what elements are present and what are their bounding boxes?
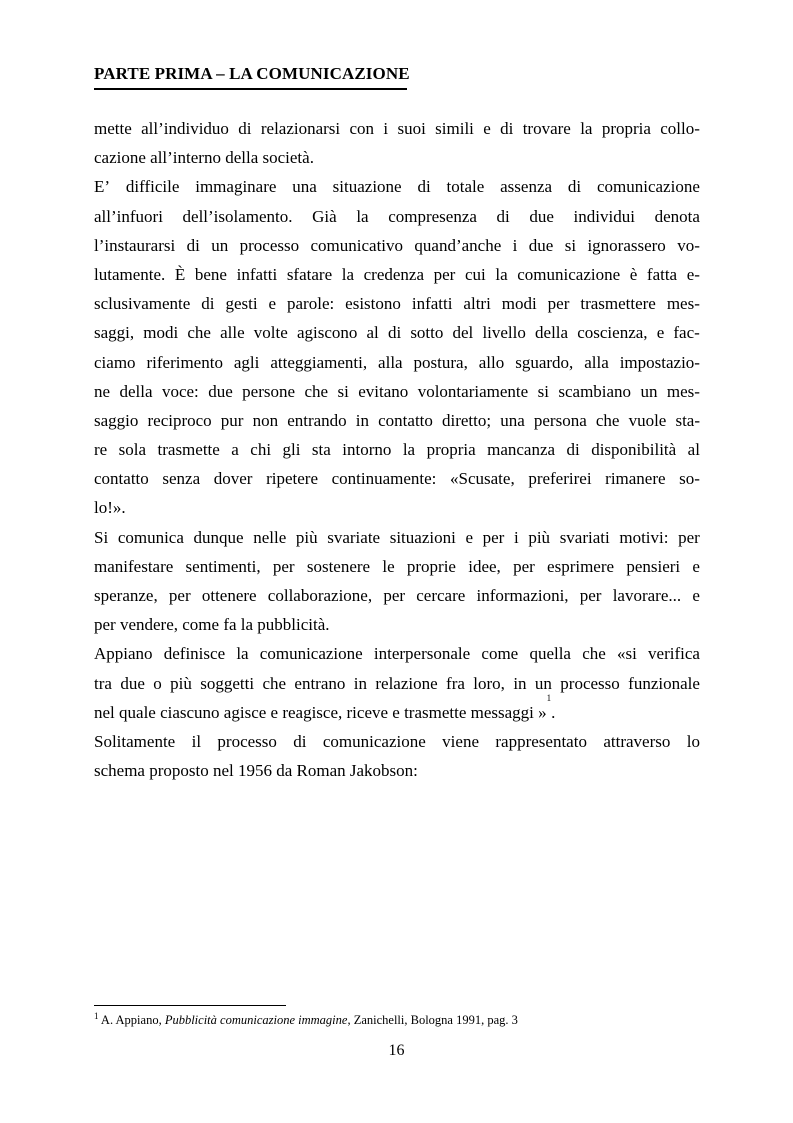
body-line: Solitamente il processo di comunicazione viene rappresentato attraverso lo <box>94 731 700 751</box>
footnote-rule <box>94 1005 286 1006</box>
body-line: saggio reciproco pur non entrando in contatto diretto; una persona che vuole sta- <box>94 410 700 430</box>
body-line: mette all’individuo di relazionarsi con i suoi simili e di trovare la propria collo- <box>94 119 700 138</box>
footnote-book-title: Pubblicità comunicazione immagine <box>164 1013 348 1027</box>
footnote-reference: 1 <box>546 692 552 703</box>
body-line: saggi, modi che alle volte agiscono al di sotto del livello della coscienza, e fac- <box>94 323 700 343</box>
body-line: ciamo riferimento agli atteggiamenti, alla postura, allo sguardo, alla impostazio- <box>94 352 700 372</box>
body-line: re sola trasmette a chi gli sta intorno la propria mancanza di disponibilità al <box>94 440 700 460</box>
footnote-marker: 1 <box>94 1010 99 1021</box>
body-text <box>94 114 700 785</box>
running-header: PARTE PRIMA – LA COMUNICAZIONE <box>94 64 410 83</box>
body-line: manifestare sentimenti, per sostenere le proprie idee, per esprimere pensieri e <box>94 556 700 576</box>
body-line: tra due o più soggetti che entrano in relazione fra loro, in un processo funzionale <box>94 673 700 693</box>
body-line: schema proposto nel 1956 da Roman Jakobson: <box>94 761 418 781</box>
header-rule <box>94 88 407 90</box>
body-line: sclusivamente di gesti e parole: esistono infatti altri modi per trasmettere mes- <box>94 294 700 314</box>
body-line: lutamente. È bene infatti sfatare la credenza per cui la comunicazione è fatta e- <box>94 264 700 284</box>
body-line: Si comunica dunque nelle più svariate situazioni e per i più svariati motivi: per <box>94 527 700 547</box>
body-line: nel quale ciascuno agisce e reagisce, riceve e trasmette messaggi » 1 . <box>94 698 700 727</box>
body-line: ne della voce: due persone che si evitano volontariamente si scambiano un mes- <box>94 381 700 401</box>
body-line: contatto senza dover ripetere continuamente: «Scusate, preferirei rimanere so- <box>94 469 700 489</box>
body-line: cazione all’interno della società. <box>94 148 314 168</box>
body-line: E’ difficile immaginare una situazione di totale assenza di comunicazione <box>94 177 700 197</box>
footnote-publisher: , Zanichelli, Bologna 1991, pag. 3 <box>347 1013 518 1027</box>
body-line: lo!». <box>94 498 126 518</box>
page-number: 16 <box>388 1042 405 1059</box>
body-line: per vendere, come fa la pubblicità. <box>94 615 330 635</box>
footnote <box>94 1010 518 1028</box>
body-line: Appiano definisce la comunicazione interpersonale come quella che «si verifica <box>94 644 700 664</box>
body-line: speranze, per ottenere collaborazione, per cercare informazioni, per lavorare... e <box>94 586 700 605</box>
body-line: all’infuori dell’isolamento. Già la compresenza di due individui denota <box>94 206 700 226</box>
body-line: l’instaurarsi di un processo comunicativo quand’anche i due si ignorassero vo- <box>94 235 700 255</box>
footnote-author: A. Appiano, <box>98 1013 165 1027</box>
